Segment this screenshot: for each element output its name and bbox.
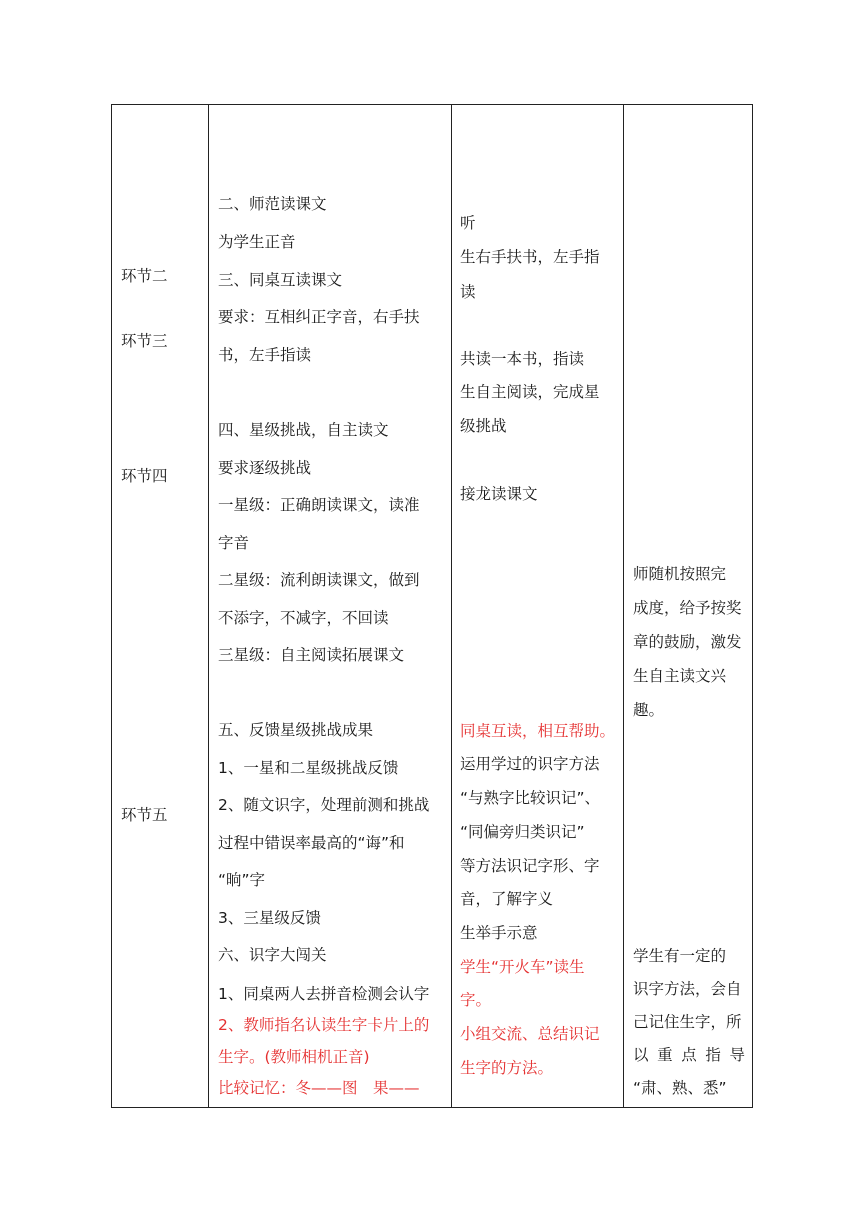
intent-line: 以重点指导 [633, 1046, 745, 1064]
stage-label: 环节四 [121, 467, 168, 485]
activity-line: 3、三星级反馈 [218, 909, 321, 927]
stage-label: 环节二 [121, 267, 168, 285]
activity-line: 比较记忆：冬——图 果—— [218, 1079, 420, 1097]
intent-line: 成度，给予按奖 [633, 599, 742, 617]
student-line: “与熟字比较识记”、 [460, 789, 601, 807]
student-line: 字。 [460, 991, 492, 1009]
intent-line: “肃、熟、悉” [633, 1079, 727, 1097]
student-line: 共读一本书，指读 [460, 350, 585, 368]
activity-line: 三星级：自主阅读拓展课文 [218, 646, 405, 664]
activity-line: “晌”字 [218, 871, 266, 889]
activity-line: 要求：互相纠正字音，右手扶 [218, 308, 420, 326]
activity-line: 六、识字大闯关 [218, 946, 327, 964]
activity-line: 二、师范读课文 [218, 195, 327, 213]
student-line: 接龙读课文 [460, 485, 538, 503]
student-line: 同桌互读，相互帮助。 [460, 722, 616, 740]
activity-line: 生字。(教师相机正音) [218, 1048, 370, 1066]
activity-line: 1、同桌两人去拼音检测会认字 [218, 985, 430, 1003]
intent-line: 生自主读文兴 [633, 667, 727, 685]
activity-line: 为学生正音 [218, 233, 296, 251]
student-line: 运用学过的识字方法 [460, 755, 600, 773]
activity-line: 过程中错误率最高的“诲”和 [218, 834, 405, 852]
column-divider [623, 105, 624, 1107]
student-line: 生自主阅读，完成星 [460, 383, 600, 401]
student-line: 读 [460, 283, 476, 301]
activity-line: 1、一星和二星级挑战反馈 [218, 759, 399, 777]
activity-line: 三、同桌互读课文 [218, 271, 343, 289]
intent-line: 己记住生字，所 [633, 1013, 742, 1031]
student-line: 学生“开火车”读生 [460, 958, 585, 976]
stage-label: 环节五 [121, 806, 168, 824]
student-line: 小组交流、总结识记 [460, 1025, 600, 1043]
student-line: 生举手示意 [460, 924, 538, 942]
intent-line: 学生有一定的 [633, 947, 727, 965]
activity-line: 一星级：正确朗读课文，读准 [218, 496, 420, 514]
intent-line: 识字方法，会自 [633, 980, 742, 998]
student-line: “同偏旁归类识记” [460, 823, 585, 841]
intent-line: 章的鼓励，激发 [633, 633, 742, 651]
student-line: 级挑战 [460, 417, 507, 435]
column-divider [451, 105, 452, 1107]
student-line: 生字的方法。 [460, 1059, 554, 1077]
student-line: 听 [460, 214, 476, 232]
activity-line: 不添字，不减字，不回读 [218, 609, 389, 627]
activity-line: 五、反馈星级挑战成果 [218, 721, 374, 739]
activity-line: 2、随文识字，处理前测和挑战 [218, 796, 430, 814]
activity-line: 二星级：流利朗读课文，做到 [218, 571, 420, 589]
intent-line: 师随机按照完 [633, 565, 727, 583]
activity-line: 字音 [218, 534, 250, 552]
activity-line: 书，左手指读 [218, 346, 312, 364]
column-divider [208, 105, 209, 1107]
student-line: 音，了解字义 [460, 890, 554, 908]
activity-line: 2、教师指名认读生字卡片上的 [218, 1016, 430, 1034]
stage-label: 环节三 [121, 332, 168, 350]
student-line: 等方法识记字形、字 [460, 857, 600, 875]
intent-line: 趣。 [633, 701, 665, 719]
activity-line: 要求逐级挑战 [218, 459, 312, 477]
activity-line: 四、星级挑战，自主读文 [218, 421, 389, 439]
student-line: 生右手扶书，左手指 [460, 248, 600, 266]
